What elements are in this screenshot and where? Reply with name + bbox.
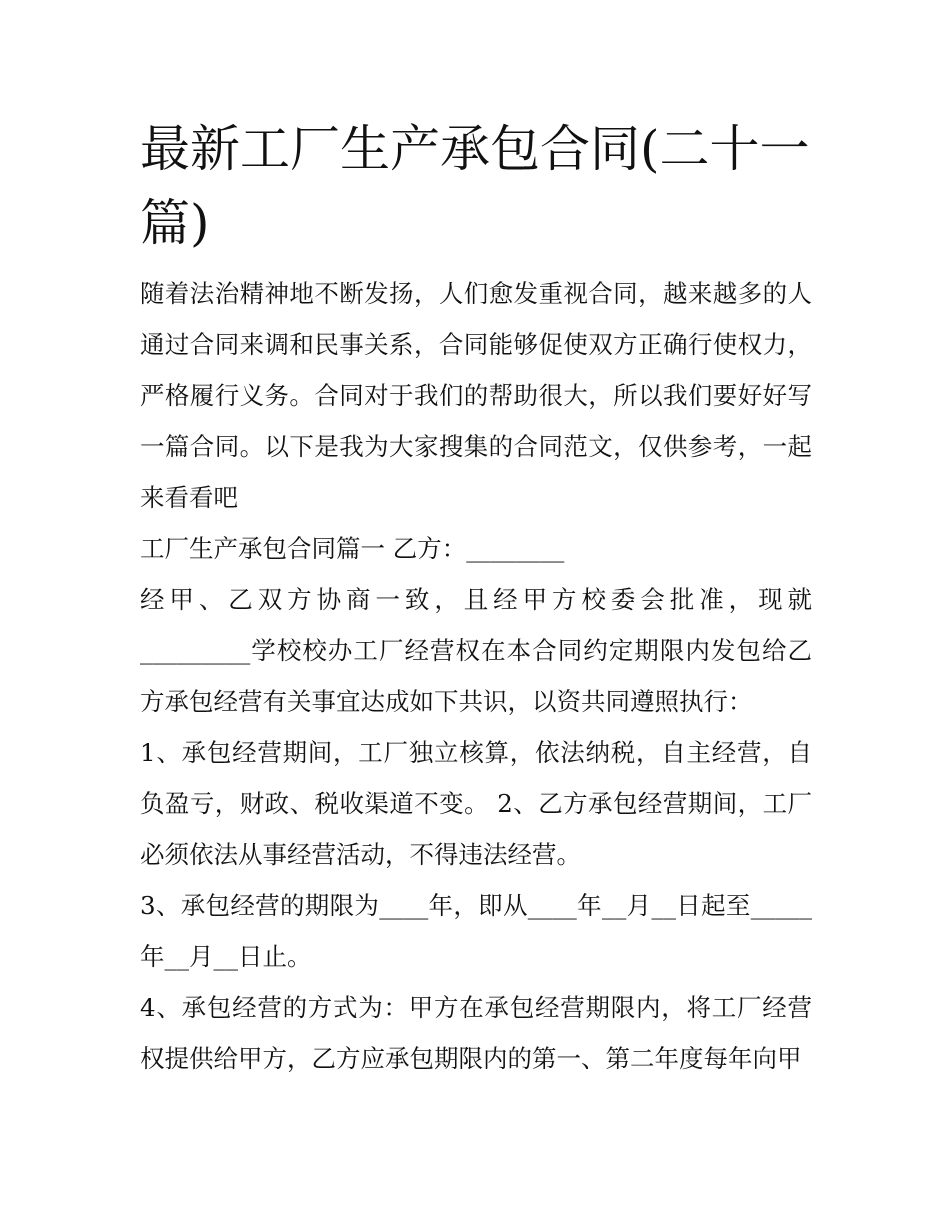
document-title: 最新工厂生产承包合同(二十一篇) <box>140 120 810 252</box>
intro-paragraph: 随着法治精神地不断发扬，人们愈发重视合同，越来越多的人通过合同来调和民事关系，合同能够促使双方正确行使权力，严格履行义务。合同对于我们的帮助很大，所以我们要好好写一篇合同。以下是我为大家搜集的合同范文，仅供参考，一起来看看吧 <box>140 279 812 512</box>
clause-1-2: 1、承包经营期间，工厂独立核算，依法纳税，自主经营，自负盈亏，财政、税收渠道不变。 2、乙方承包经营期间，工厂必须依法从事经营活动，不得违法经营。 <box>140 738 812 869</box>
clause-3: 3、承包经营的期限为____年，即从____年__月__日起至_____年__月__日止。 <box>140 891 812 971</box>
contract-heading-line: 工厂生产承包合同篇一 乙方：________ <box>140 534 565 563</box>
document-page <box>140 112 812 1084</box>
agreement-paragraph: 经甲、乙双方协商一致，且经甲方校委会批准，现就_________学校校办工厂经营权在本合同约定期限内发包给乙方承包经营有关事宜达成如下共识，以资共同遵照执行： <box>140 585 812 716</box>
clause-4: 4、承包经营的方式为：甲方在承包经营期限内，将工厂经营权提供给甲方，乙方应承包期限内的第一、第二年度每年向甲 <box>140 993 812 1073</box>
